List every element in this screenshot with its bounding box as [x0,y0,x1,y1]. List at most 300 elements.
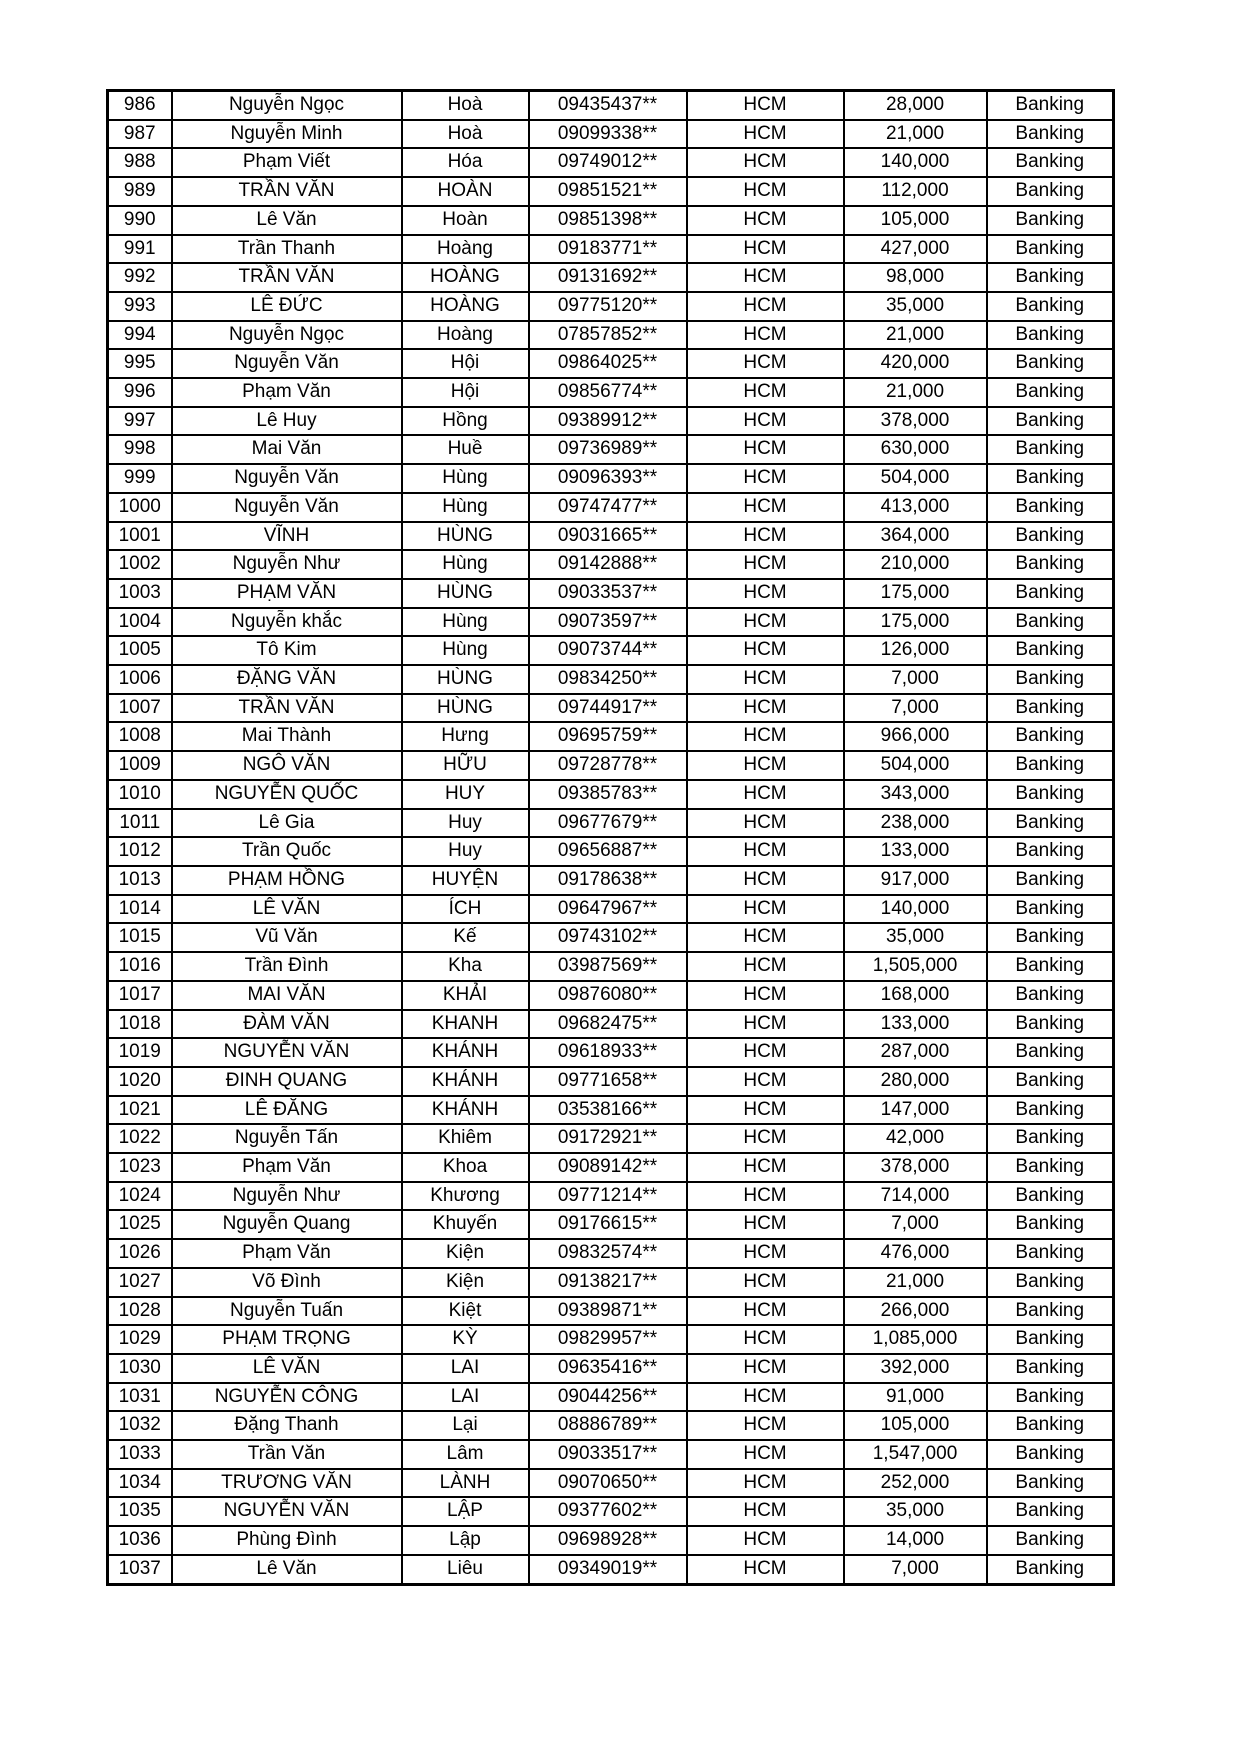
table-row [108,809,1114,838]
cell-first-name: Kiệt [402,1297,529,1326]
cell-last-name: NGUYỄN VĂN [172,1497,402,1526]
table-row [108,493,1114,522]
cell-last-name: Nguyễn Như [172,1182,402,1211]
table-row [108,608,1114,637]
cell-last-name: Trần Văn [172,1440,402,1469]
cell-last-name: MAI VĂN [172,981,402,1010]
cell-id: 1018 [108,1010,172,1039]
cell-id: 991 [108,235,172,264]
cell-id: 1007 [108,694,172,723]
table-row [108,636,1114,665]
table-row [108,722,1114,751]
cell-last-name: Nguyễn Ngọc [172,321,402,350]
cell-amount: 133,000 [844,837,987,866]
cell-id: 1005 [108,636,172,665]
cell-first-name: Huy [402,809,529,838]
cell-amount: 147,000 [844,1096,987,1125]
cell-last-name: Phùng Đình [172,1526,402,1555]
cell-id: 1003 [108,579,172,608]
cell-city: HCM [687,1469,844,1498]
cell-first-name: Lâm [402,1440,529,1469]
table-row [108,349,1114,378]
cell-city: HCM [687,206,844,235]
cell-first-name: KHANH [402,1010,529,1039]
cell-last-name: Trần Quốc [172,837,402,866]
cell-city: HCM [687,1411,844,1440]
cell-last-name: Phạm Văn [172,378,402,407]
cell-city: HCM [687,751,844,780]
cell-id: 987 [108,120,172,149]
cell-first-name: HUY [402,780,529,809]
cell-payment: Banking [987,837,1114,866]
cell-phone: 09178638** [529,866,687,895]
cell-amount: 7,000 [844,1210,987,1239]
cell-payment: Banking [987,148,1114,177]
cell-payment: Banking [987,1210,1114,1239]
cell-amount: 266,000 [844,1297,987,1326]
table-row [108,91,1114,120]
cell-city: HCM [687,837,844,866]
cell-phone: 09744917** [529,694,687,723]
cell-first-name: Kha [402,952,529,981]
cell-last-name: Nguyễn Văn [172,493,402,522]
cell-first-name: Hùng [402,493,529,522]
cell-amount: 175,000 [844,608,987,637]
cell-last-name: LÊ VĂN [172,895,402,924]
table-row [108,1354,1114,1383]
table-row [108,1411,1114,1440]
table-row [108,1526,1114,1555]
table-row [108,235,1114,264]
table-row [108,550,1114,579]
cell-amount: 504,000 [844,751,987,780]
table-row [108,1010,1114,1039]
table-row [108,1325,1114,1354]
cell-amount: 378,000 [844,1153,987,1182]
cell-city: HCM [687,722,844,751]
cell-amount: 1,505,000 [844,952,987,981]
cell-city: HCM [687,1010,844,1039]
cell-payment: Banking [987,923,1114,952]
table-row [108,1038,1114,1067]
cell-amount: 476,000 [844,1239,987,1268]
cell-phone: 09864025** [529,349,687,378]
cell-id: 1006 [108,665,172,694]
cell-id: 1024 [108,1182,172,1211]
cell-first-name: KỲ [402,1325,529,1354]
cell-phone: 09142888** [529,550,687,579]
cell-first-name: Huề [402,435,529,464]
cell-last-name: NGÔ VĂN [172,751,402,780]
cell-payment: Banking [987,809,1114,838]
table-row [108,1497,1114,1526]
cell-id: 1036 [108,1526,172,1555]
cell-payment: Banking [987,120,1114,149]
cell-last-name: PHẠM TRỌNG [172,1325,402,1354]
cell-payment: Banking [987,1354,1114,1383]
cell-city: HCM [687,292,844,321]
cell-first-name: Lại [402,1411,529,1440]
cell-city: HCM [687,1124,844,1153]
table-row [108,292,1114,321]
cell-amount: 126,000 [844,636,987,665]
cell-id: 1002 [108,550,172,579]
cell-last-name: VĨNH [172,522,402,551]
cell-phone: 09044256** [529,1383,687,1412]
cell-city: HCM [687,981,844,1010]
cell-city: HCM [687,1210,844,1239]
cell-payment: Banking [987,722,1114,751]
cell-amount: 392,000 [844,1354,987,1383]
cell-payment: Banking [987,206,1114,235]
cell-last-name: LÊ VĂN [172,1354,402,1383]
cell-id: 1001 [108,522,172,551]
cell-city: HCM [687,91,844,120]
cell-id: 1014 [108,895,172,924]
table-row [108,1182,1114,1211]
cell-last-name: Lê Văn [172,206,402,235]
cell-id: 1034 [108,1469,172,1498]
cell-city: HCM [687,435,844,464]
cell-payment: Banking [987,349,1114,378]
cell-city: HCM [687,1182,844,1211]
cell-amount: 210,000 [844,550,987,579]
cell-city: HCM [687,952,844,981]
cell-city: HCM [687,321,844,350]
table-row [108,1440,1114,1469]
cell-first-name: ÍCH [402,895,529,924]
table-row [108,895,1114,924]
cell-phone: 09031665** [529,522,687,551]
cell-id: 1035 [108,1497,172,1526]
cell-first-name: Hùng [402,464,529,493]
cell-id: 999 [108,464,172,493]
cell-phone: 09695759** [529,722,687,751]
cell-city: HCM [687,407,844,436]
table-row [108,1210,1114,1239]
cell-last-name: Mai Văn [172,435,402,464]
cell-id: 990 [108,206,172,235]
cell-first-name: HÙNG [402,522,529,551]
cell-last-name: TRẦN VĂN [172,263,402,292]
table-row [108,866,1114,895]
table-row [108,148,1114,177]
cell-first-name: KHÁNH [402,1038,529,1067]
cell-id: 996 [108,378,172,407]
cell-amount: 966,000 [844,722,987,751]
cell-id: 1033 [108,1440,172,1469]
cell-last-name: Nguyễn Văn [172,464,402,493]
cell-amount: 413,000 [844,493,987,522]
cell-payment: Banking [987,751,1114,780]
cell-phone: 09747477** [529,493,687,522]
cell-id: 995 [108,349,172,378]
table-row [108,1067,1114,1096]
cell-payment: Banking [987,636,1114,665]
table-row [108,321,1114,350]
cell-id: 1000 [108,493,172,522]
cell-payment: Banking [987,608,1114,637]
cell-last-name: ĐÀM VĂN [172,1010,402,1039]
cell-id: 1027 [108,1268,172,1297]
cell-last-name: PHẠM HỒNG [172,866,402,895]
cell-id: 1037 [108,1555,172,1584]
table-row [108,1469,1114,1498]
cell-payment: Banking [987,1325,1114,1354]
cell-payment: Banking [987,550,1114,579]
cell-phone: 09183771** [529,235,687,264]
cell-id: 986 [108,91,172,120]
cell-phone: 09618933** [529,1038,687,1067]
table-row [108,1153,1114,1182]
cell-id: 1030 [108,1354,172,1383]
cell-city: HCM [687,1440,844,1469]
cell-phone: 09682475** [529,1010,687,1039]
cell-amount: 91,000 [844,1383,987,1412]
cell-city: HCM [687,263,844,292]
cell-first-name: Hội [402,349,529,378]
cell-id: 1023 [108,1153,172,1182]
cell-first-name: Hoà [402,91,529,120]
cell-payment: Banking [987,1096,1114,1125]
table-row [108,1096,1114,1125]
cell-id: 1025 [108,1210,172,1239]
document-sheet [106,89,1115,1586]
cell-first-name: KHÁNH [402,1096,529,1125]
cell-amount: 917,000 [844,866,987,895]
cell-payment: Banking [987,292,1114,321]
cell-id: 1017 [108,981,172,1010]
cell-last-name: Phạm Viết [172,148,402,177]
cell-amount: 112,000 [844,177,987,206]
cell-phone: 09033517** [529,1440,687,1469]
cell-amount: 7,000 [844,665,987,694]
cell-payment: Banking [987,780,1114,809]
cell-city: HCM [687,378,844,407]
cell-id: 992 [108,263,172,292]
cell-payment: Banking [987,895,1114,924]
cell-last-name: NGUYỄN CÔNG [172,1383,402,1412]
cell-first-name: LAI [402,1354,529,1383]
donor-list-table-body [108,91,1114,1585]
cell-city: HCM [687,464,844,493]
cell-payment: Banking [987,981,1114,1010]
cell-payment: Banking [987,263,1114,292]
cell-id: 1021 [108,1096,172,1125]
cell-last-name: PHẠM VĂN [172,579,402,608]
cell-last-name: TRẦN VĂN [172,177,402,206]
cell-payment: Banking [987,1526,1114,1555]
table-row [108,378,1114,407]
cell-last-name: LÊ ĐỨC [172,292,402,321]
cell-city: HCM [687,120,844,149]
cell-id: 989 [108,177,172,206]
cell-first-name: Hùng [402,636,529,665]
table-row [108,1383,1114,1412]
cell-phone: 09749012** [529,148,687,177]
cell-city: HCM [687,550,844,579]
cell-last-name: Nguyễn Tấn [172,1124,402,1153]
cell-phone: 09728778** [529,751,687,780]
cell-amount: 140,000 [844,148,987,177]
cell-id: 1029 [108,1325,172,1354]
cell-first-name: Kế [402,923,529,952]
cell-last-name: TRƯƠNG VĂN [172,1469,402,1498]
cell-amount: 504,000 [844,464,987,493]
cell-last-name: Lê Gia [172,809,402,838]
table-row [108,1124,1114,1153]
table-row [108,407,1114,436]
cell-last-name: Phạm Văn [172,1239,402,1268]
cell-payment: Banking [987,91,1114,120]
cell-first-name: LÀNH [402,1469,529,1498]
table-row [108,923,1114,952]
cell-first-name: Khương [402,1182,529,1211]
table-row [108,837,1114,866]
cell-phone: 09834250** [529,665,687,694]
cell-payment: Banking [987,1124,1114,1153]
cell-last-name: NGUYỄN VĂN [172,1038,402,1067]
cell-id: 1020 [108,1067,172,1096]
cell-last-name: Nguyễn Như [172,550,402,579]
cell-payment: Banking [987,694,1114,723]
cell-phone: 09435437** [529,91,687,120]
cell-id: 1010 [108,780,172,809]
cell-last-name: Mai Thành [172,722,402,751]
cell-amount: 98,000 [844,263,987,292]
cell-city: HCM [687,148,844,177]
cell-id: 1032 [108,1411,172,1440]
cell-first-name: HOÀN [402,177,529,206]
cell-city: HCM [687,1038,844,1067]
cell-phone: 09377602** [529,1497,687,1526]
cell-last-name: Nguyễn Tuấn [172,1297,402,1326]
cell-payment: Banking [987,866,1114,895]
cell-phone: 09832574** [529,1239,687,1268]
cell-amount: 378,000 [844,407,987,436]
cell-payment: Banking [987,435,1114,464]
cell-amount: 28,000 [844,91,987,120]
cell-first-name: HÙNG [402,665,529,694]
cell-city: HCM [687,694,844,723]
cell-first-name: LẬP [402,1497,529,1526]
cell-phone: 09089142** [529,1153,687,1182]
cell-phone: 03987569** [529,952,687,981]
cell-amount: 105,000 [844,1411,987,1440]
cell-payment: Banking [987,1411,1114,1440]
cell-payment: Banking [987,464,1114,493]
cell-id: 1031 [108,1383,172,1412]
cell-amount: 35,000 [844,923,987,952]
cell-payment: Banking [987,493,1114,522]
cell-city: HCM [687,1268,844,1297]
cell-id: 994 [108,321,172,350]
cell-amount: 1,085,000 [844,1325,987,1354]
cell-id: 988 [108,148,172,177]
cell-last-name: Nguyễn khắc [172,608,402,637]
cell-city: HCM [687,1555,844,1584]
cell-id: 1008 [108,722,172,751]
cell-id: 1022 [108,1124,172,1153]
cell-id: 998 [108,435,172,464]
cell-first-name: Hoàn [402,206,529,235]
cell-payment: Banking [987,579,1114,608]
cell-phone: 09389912** [529,407,687,436]
cell-amount: 420,000 [844,349,987,378]
cell-amount: 364,000 [844,522,987,551]
cell-payment: Banking [987,1038,1114,1067]
cell-last-name: Nguyễn Quang [172,1210,402,1239]
cell-payment: Banking [987,378,1114,407]
cell-id: 993 [108,292,172,321]
cell-city: HCM [687,1297,844,1326]
table-row [108,665,1114,694]
cell-city: HCM [687,608,844,637]
cell-first-name: Hoàng [402,235,529,264]
cell-city: HCM [687,235,844,264]
cell-id: 1026 [108,1239,172,1268]
cell-last-name: ĐINH QUANG [172,1067,402,1096]
cell-amount: 35,000 [844,292,987,321]
cell-phone: 09138217** [529,1268,687,1297]
cell-first-name: HUYỆN [402,866,529,895]
cell-payment: Banking [987,1440,1114,1469]
cell-phone: 09073744** [529,636,687,665]
cell-payment: Banking [987,235,1114,264]
cell-first-name: Hùng [402,550,529,579]
cell-first-name: Hoàng [402,321,529,350]
cell-amount: 343,000 [844,780,987,809]
cell-city: HCM [687,866,844,895]
cell-first-name: HOÀNG [402,292,529,321]
donor-list-table [106,89,1115,1586]
cell-phone: 09099338** [529,120,687,149]
cell-city: HCM [687,522,844,551]
cell-payment: Banking [987,1153,1114,1182]
cell-amount: 21,000 [844,378,987,407]
cell-payment: Banking [987,1182,1114,1211]
cell-payment: Banking [987,1469,1114,1498]
cell-amount: 42,000 [844,1124,987,1153]
table-row [108,1239,1114,1268]
cell-last-name: LÊ ĐĂNG [172,1096,402,1125]
cell-amount: 1,547,000 [844,1440,987,1469]
cell-last-name: TRẦN VĂN [172,694,402,723]
cell-phone: 09736989** [529,435,687,464]
cell-payment: Banking [987,665,1114,694]
cell-phone: 09775120** [529,292,687,321]
cell-city: HCM [687,780,844,809]
cell-amount: 7,000 [844,1555,987,1584]
cell-last-name: Đặng Thanh [172,1411,402,1440]
cell-last-name: NGUYỄN QUỐC [172,780,402,809]
cell-payment: Banking [987,1497,1114,1526]
cell-payment: Banking [987,1383,1114,1412]
cell-phone: 09677679** [529,809,687,838]
table-row [108,952,1114,981]
cell-phone: 09851521** [529,177,687,206]
cell-first-name: Lập [402,1526,529,1555]
cell-first-name: Khiêm [402,1124,529,1153]
cell-first-name: Hội [402,378,529,407]
cell-last-name: Lê Văn [172,1555,402,1584]
cell-phone: 03538166** [529,1096,687,1125]
cell-city: HCM [687,177,844,206]
table-row [108,579,1114,608]
cell-first-name: HÙNG [402,694,529,723]
cell-city: HCM [687,1325,844,1354]
cell-id: 1004 [108,608,172,637]
